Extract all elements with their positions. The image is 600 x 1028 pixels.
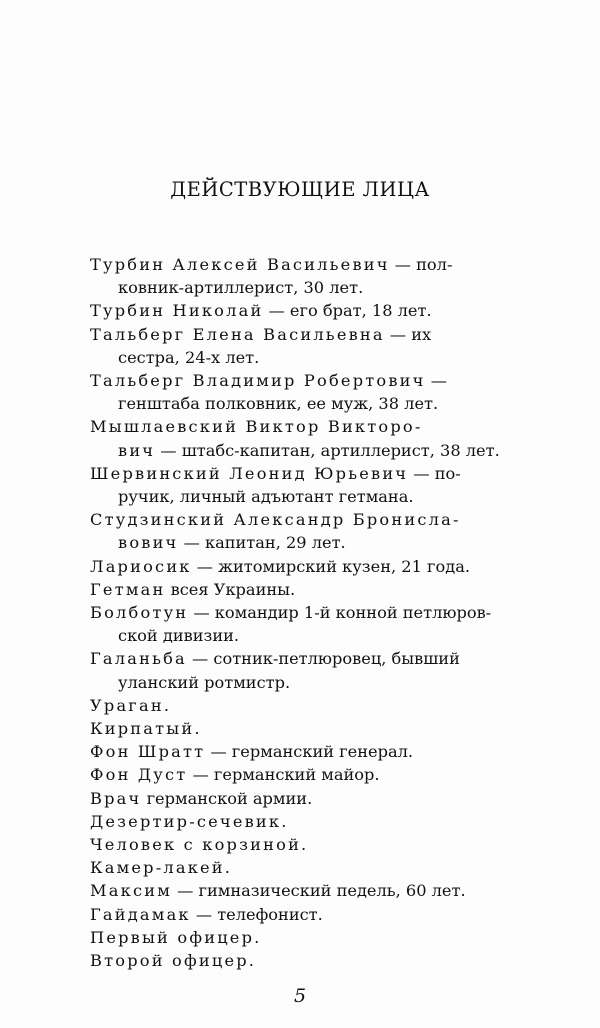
entry-line: [90, 462, 490, 485]
character-name: Первый офицер.: [90, 927, 262, 947]
entry-line: [90, 415, 490, 438]
character-description: сестра, 24-х лет.: [118, 347, 260, 367]
character-description: — штабс-капитан, артиллерист, 38 лет.: [155, 440, 500, 460]
entry-line-continued: [90, 531, 490, 554]
character-description: — их: [384, 324, 432, 344]
entry-line: [90, 763, 490, 786]
character-name: Кирпатый.: [90, 719, 202, 739]
entry-line: [90, 508, 490, 531]
list-item: [90, 810, 490, 833]
character-description: — капитан, 29 лет.: [178, 533, 346, 553]
character-name: Болботун: [90, 603, 189, 623]
entry-line: [90, 856, 490, 879]
list-item: [90, 253, 490, 299]
page-number: 5: [293, 985, 307, 1007]
character-name: Камер-лакей.: [90, 858, 233, 878]
character-description: всея Украины.: [165, 579, 296, 599]
character-description: —: [425, 371, 447, 391]
list-item: [90, 787, 490, 810]
entry-line: [90, 647, 490, 670]
list-item: [90, 763, 490, 786]
entry-line: [90, 833, 490, 856]
entry-line: [90, 879, 490, 902]
list-item: [90, 740, 490, 763]
character-description: ручик, личный адъютант гетмана.: [118, 487, 414, 507]
character-name: Гетман: [90, 579, 166, 599]
character-description: уланский ротмистр.: [118, 672, 291, 692]
character-name: Галаньба: [90, 649, 187, 669]
entry-line: [90, 299, 490, 322]
character-name: Дезертир-сечевик.: [90, 811, 289, 831]
entry-line: [90, 369, 490, 392]
page-title: ДЕЙСТВУЮЩИЕ ЛИЦА: [170, 178, 430, 201]
entry-line-continued: [90, 439, 500, 462]
character-description: — его брат, 18 лет.: [263, 301, 432, 321]
character-name: Максим: [90, 881, 172, 901]
character-name: Человек с корзиной.: [90, 835, 309, 855]
entry-line: [90, 601, 490, 624]
entry-line: [90, 578, 490, 601]
character-description: генштаба полковник, ее муж, 38 лет.: [118, 394, 439, 414]
list-item: [90, 949, 490, 972]
list-item: [90, 926, 490, 949]
character-name: Турбин Николай: [90, 301, 264, 321]
list-item: [90, 415, 500, 461]
character-name: Тальберг Владимир Робертович: [90, 371, 426, 391]
list-item: [90, 647, 490, 693]
character-description: — германский генерал.: [205, 742, 414, 762]
list-item: [90, 694, 490, 717]
character-name: Мышлаевский Виктор Викторо-: [90, 417, 423, 437]
entry-line-continued: [90, 392, 490, 415]
list-item: [90, 508, 490, 554]
list-item: [90, 462, 490, 508]
character-name: Второй офицер.: [90, 951, 257, 971]
list-item: [90, 903, 490, 926]
character-name: Турбин Алексей Васильевич: [90, 255, 390, 274]
list-item: [90, 578, 490, 601]
character-description: ской дивизии.: [118, 626, 240, 646]
entry-line: [90, 555, 490, 578]
character-name: Фон Дуст: [90, 765, 188, 785]
character-description: — по-: [408, 463, 461, 483]
character-description: — пол-: [389, 255, 453, 274]
character-name: Лариосик: [90, 556, 192, 576]
character-name: вович: [118, 533, 179, 553]
list-item: [90, 879, 490, 902]
character-name: Гайдамак: [90, 904, 191, 924]
character-name: Ураган.: [90, 695, 172, 715]
character-description: — житомирский кузен, 21 года.: [191, 556, 471, 576]
list-item: [90, 323, 490, 369]
character-description: — командир 1-й конной петлюров-: [188, 603, 492, 623]
character-name: Студзинский Александр Бронисла-: [90, 510, 461, 530]
character-description: — сотник-петлюровец, бывший: [186, 649, 460, 669]
character-description: — гимназический педель, 60 лет.: [172, 881, 466, 901]
entry-line: [90, 903, 490, 926]
entry-line: [90, 253, 490, 276]
list-item: [90, 299, 490, 322]
entry-line: [90, 810, 490, 833]
character-description: — телефонист.: [190, 904, 323, 924]
entry-line: [90, 787, 490, 810]
character-description: — германский майор.: [187, 765, 380, 785]
entry-line-continued: [90, 671, 490, 694]
entry-line: [90, 717, 490, 740]
list-item: [90, 369, 490, 415]
list-item: [90, 856, 490, 879]
character-name: Шервинский Леонид Юрьевич: [90, 463, 409, 483]
entry-line: [90, 323, 490, 346]
entry-line-continued: [90, 276, 490, 299]
entry-line: [90, 740, 490, 763]
entry-line-continued: [90, 624, 490, 647]
character-name: Врач: [90, 788, 142, 808]
entry-line-continued: [90, 485, 490, 508]
list-item: [90, 717, 490, 740]
character-description: германской армии.: [141, 788, 313, 808]
list-item: [90, 555, 490, 578]
entry-line: [90, 926, 490, 949]
entry-line: [90, 694, 490, 717]
cast-list: [90, 253, 500, 972]
character-name: Тальберг Елена Васильевна: [90, 324, 385, 344]
entry-line: [90, 949, 490, 972]
character-name: Фон Шратт: [90, 742, 206, 762]
list-item: [90, 833, 490, 856]
character-name: вич: [118, 440, 156, 460]
list-item: [90, 601, 490, 647]
character-description: ковник-артиллерист, 30 лет.: [118, 278, 364, 298]
entry-line-continued: [90, 346, 490, 369]
